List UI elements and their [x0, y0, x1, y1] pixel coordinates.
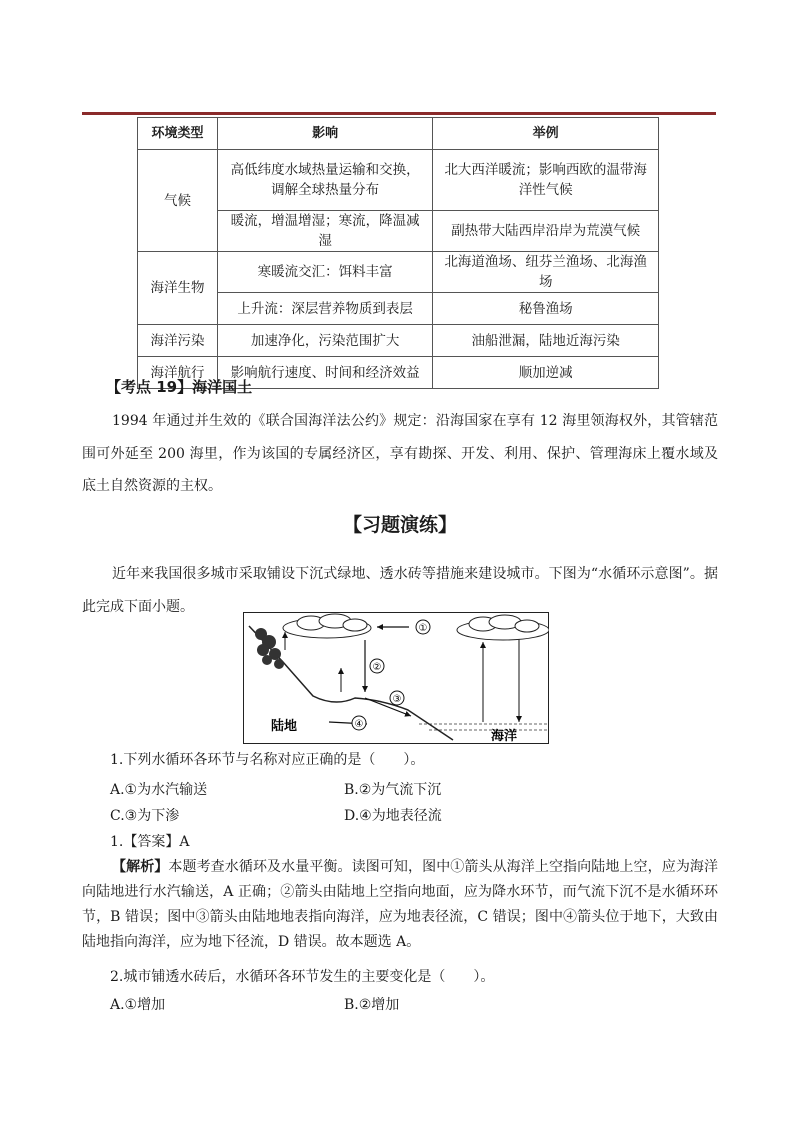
- q1-option-c: C.③为下渗: [110, 808, 180, 824]
- section-title: 【习题演练】: [342, 514, 457, 536]
- cell-example: 秘鲁渔场: [433, 293, 659, 325]
- marker-4-label: ④: [354, 719, 364, 730]
- ocean-label: 海洋: [491, 729, 518, 744]
- cell-example: 油船泄漏，陆地近海污染: [433, 325, 659, 357]
- cell-effect: 高低纬度水域热量运输和交换，调解全球热量分布: [217, 150, 432, 211]
- exercise-intro: 近年来我国很多城市采取铺设下沉式绿地、透水砖等措施来建设城市。下图为“水循环示意图”。据此完成下面小题。: [82, 566, 718, 615]
- q1-answer: [110, 832, 189, 852]
- table-row: [138, 252, 659, 293]
- kaodian-heading: 【考点 19】海洋国土: [106, 378, 253, 396]
- q1-option-d: D.④为地表径流: [344, 808, 442, 824]
- cell-effect: 暖流，增温增湿；寒流，降温减湿: [217, 211, 432, 252]
- marker-2-label: ②: [372, 662, 382, 673]
- row-label-pollution: 海洋污染: [138, 325, 218, 357]
- header-rule: [82, 112, 716, 115]
- q2-option-a: A.①增加: [110, 997, 166, 1013]
- row-label-climate: 气候: [138, 150, 218, 252]
- answer-label: 1.【答案】: [110, 834, 180, 850]
- header-example: 举例: [433, 118, 659, 150]
- cell-effect: 上升流：深层营养物质到表层: [217, 293, 432, 325]
- marker-3-label: ③: [392, 694, 402, 705]
- q1-analysis: [82, 855, 718, 955]
- cell-effect: 寒暖流交汇：饵料丰富: [217, 252, 432, 293]
- q1-stem: 1.下列水循环各环节与名称对应正确的是（ ）。: [110, 752, 425, 768]
- table-header-row: [138, 118, 659, 150]
- row-label-navigation: 海洋航行: [138, 357, 218, 389]
- cell-example: 顺加逆减: [433, 357, 659, 389]
- surface-runoff-arrow: [365, 698, 411, 716]
- cell-example: 副热带大陆西岸沿岸为荒漠气候: [433, 211, 659, 252]
- cell-effect: 加速净化，污染范围扩大: [217, 325, 432, 357]
- answer-value: A: [179, 834, 190, 850]
- q2-option-b: B.②增加: [344, 997, 400, 1013]
- trees-icon: [255, 628, 284, 669]
- analysis-label: 【解析】: [112, 859, 169, 875]
- land-cloud-icon: [283, 614, 371, 638]
- q2-stem: 2.城市铺透水砖后，水循环各环节发生的主要变化是（ ）。: [110, 969, 495, 985]
- cell-example: 北大西洋暖流；影响西欧的温带海洋性气候: [433, 150, 659, 211]
- water-cycle-diagram: [243, 612, 549, 744]
- ocean-environment-table: [137, 117, 659, 389]
- header-effect: 影响: [217, 118, 432, 150]
- marker-1-label: ①: [418, 623, 428, 634]
- land-label: 陆地: [271, 719, 298, 734]
- row-label-bio: 海洋生物: [138, 252, 218, 325]
- table-row: [138, 325, 659, 357]
- analysis-text: 本题考查水循环及水量平衡。读图可知，图中①箭头从海洋上空指向陆地上空，应为海洋向陆地进行水汽输送，A 正确；②箭头由陆地上空指向地面，应为降水环节，而气流下沉不是水循环环节，B 错误；图中③箭头由陆地地表指向海洋，应为地表径流，C 错误；图中④箭头位于地下，大致由陆地指向海洋，应为地下径流，D 错误。故本题选 A。: [82, 859, 719, 950]
- kaodian-text: 1994 年通过并生效的《联合国海洋法公约》规定：沿海国家在享有 12 海里领海权外，其管辖范围可外延至 200 海里，作为该国的专属经济区，享有勘探、开发、利用、保护、管理海床上覆水域及底土自然资源的主权。: [82, 413, 718, 494]
- header-env-type: 环境类型: [138, 118, 218, 150]
- q1-option-a: A.①为水汽输送: [110, 782, 208, 798]
- q1-option-b: B.②为气流下沉: [344, 782, 442, 798]
- cell-effect: 影响航行速度、时间和经济效益: [217, 357, 432, 389]
- ocean-cloud-icon: [457, 615, 549, 640]
- table-row: [138, 150, 659, 211]
- cell-example: 北海道渔场、纽芬兰渔场、北海渔场: [433, 252, 659, 293]
